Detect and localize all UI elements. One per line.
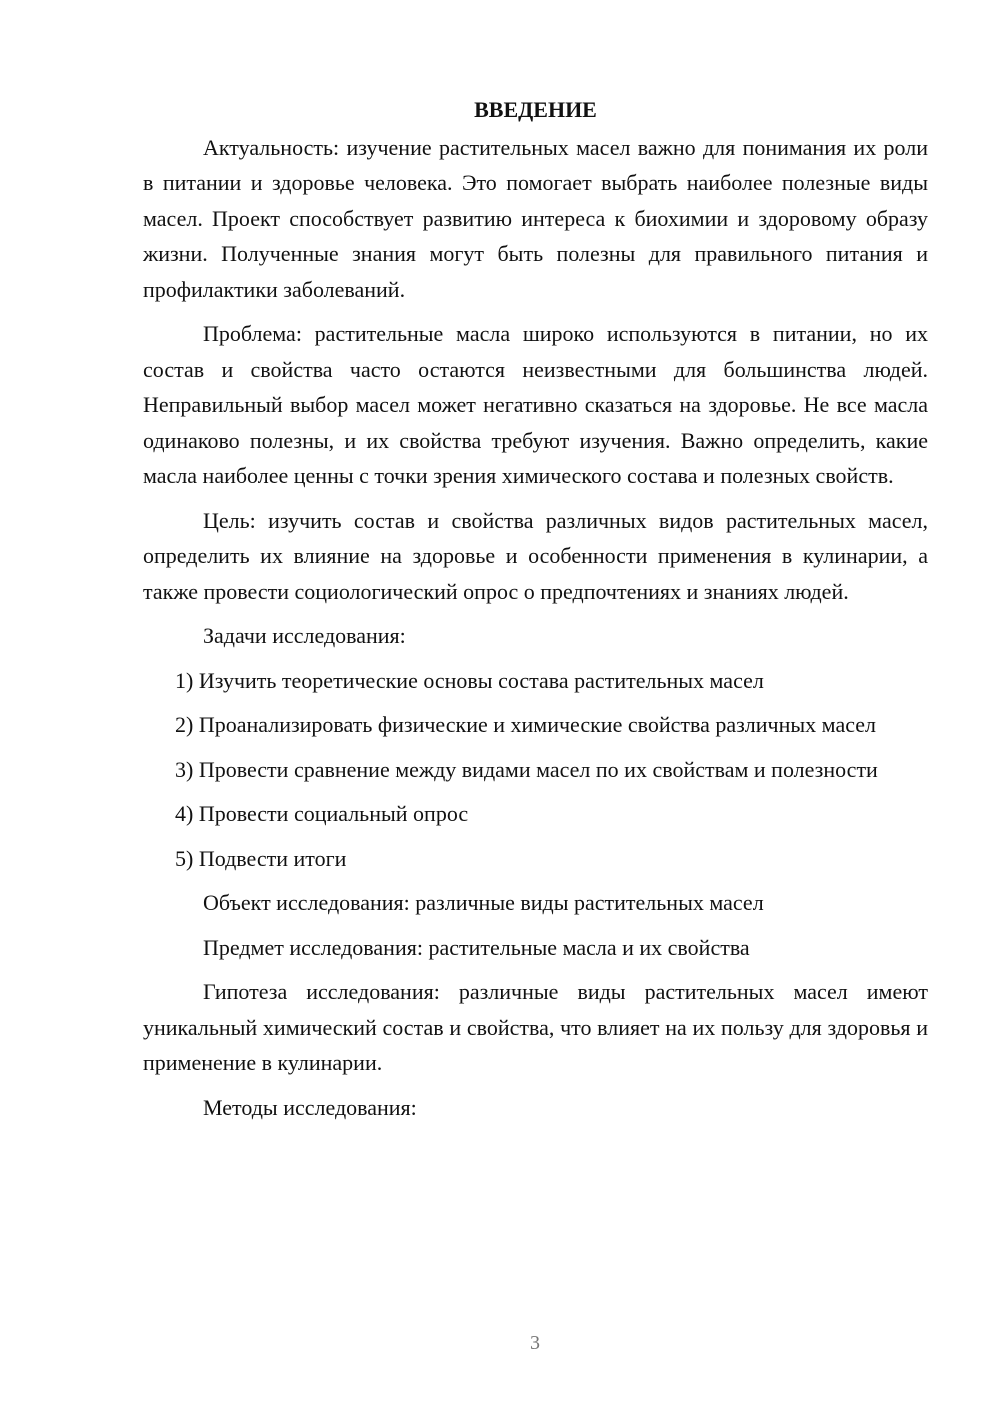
- section-title: ВВЕДЕНИЕ: [474, 97, 597, 122]
- task-item: 4) Провести социальный опрос: [175, 801, 469, 826]
- hypothesis-paragraph: Гипотеза исследования: различные виды растительных масел имеют уникальный химический состав и свойства, что влияет на их пользу для здоровья и применение в кулинарии.: [143, 979, 928, 1075]
- problem-paragraph: Проблема: растительные масла широко используются в питании, но их состав и свойства часто остаются неизвестными для большинства людей. Неправильный выбор масел может негативно сказаться на здоровье. Не все масла одинаково полезны, и их свойства требуют изучения. Важно определить, какие масла наиболее ценны с точки зрения химического состава и полезных свойств.: [143, 321, 928, 488]
- document-body: [143, 92, 928, 1134]
- object-paragraph: Объект исследования: различные виды растительных масел: [203, 890, 764, 915]
- methods-heading: Методы исследования:: [203, 1094, 417, 1120]
- task-item: 1) Изучить теоретические основы состава растительных масел: [175, 667, 764, 693]
- goal-paragraph: Цель: изучить состав и свойства различных видов растительных масел, определить их влияние на здоровье и особенности применения в кулинарии, а также провести социологический опрос о предпочтениях и знаниях людей.: [143, 507, 928, 604]
- task-item: 3) Провести сравнение между видами масел по их свойствам и полезности: [175, 756, 878, 782]
- subject-paragraph: Предмет исследования: растительные масла и их свойства: [203, 934, 750, 960]
- tasks-heading: Задачи исследования:: [203, 623, 406, 648]
- task-item: 5) Подвести итоги: [175, 845, 347, 871]
- task-item: 2) Проанализировать физические и химические свойства различных масел: [175, 712, 876, 737]
- relevance-paragraph: Актуальность: изучение растительных масел важно для понимания их роли в питании и здоровье человека. Это помогает выбрать наиболее полезные виды масел. Проект способствует развитию интереса к биохимии и здоровому образу жизни. Полученные знания могут быть полезны для правильного питания и профилактики заболеваний.: [143, 134, 928, 302]
- page-number: 3: [530, 1332, 540, 1354]
